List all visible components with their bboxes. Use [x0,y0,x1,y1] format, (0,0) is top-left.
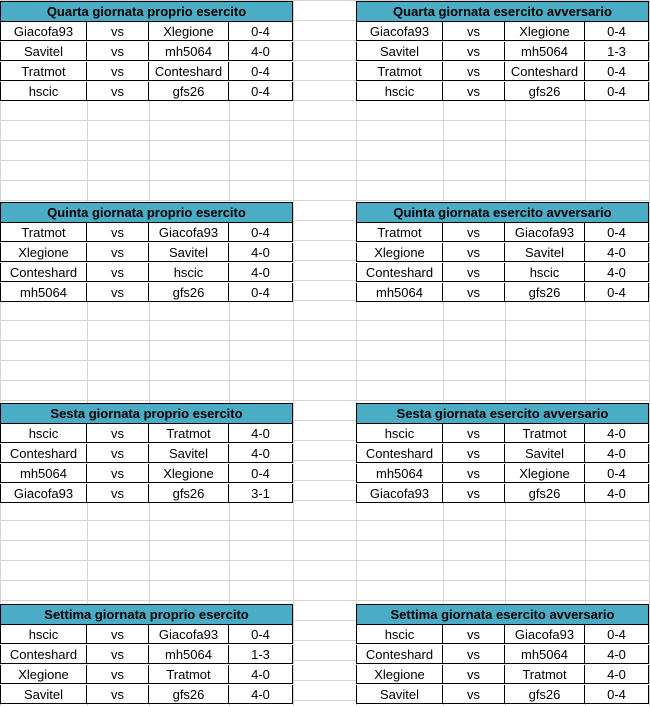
cell-score[interactable]: 4-0 [229,665,293,684]
cell-versus-label[interactable]: vs [87,82,149,101]
cell-score[interactable]: 4-0 [585,484,649,503]
cell-score[interactable]: 0-4 [229,283,293,302]
cell-team-home[interactable]: Tratmot [0,62,87,81]
cell-versus-label[interactable]: vs [87,22,149,41]
cell-versus-label[interactable]: vs [87,42,149,61]
cell-score[interactable]: 0-4 [229,22,293,41]
table-title[interactable]: Sesta giornata proprio esercito [0,403,293,424]
cell-score[interactable]: 0-4 [585,223,649,242]
gridline-horizontal [0,160,650,161]
gridline-horizontal [0,380,650,381]
table-row [356,243,649,263]
cell-team-away[interactable]: gfs26 [505,283,585,302]
cell-team-home[interactable]: Giacofa93 [356,22,443,41]
cell-score[interactable]: 0-4 [585,22,649,41]
cell-team-away[interactable]: mh5064 [505,42,585,61]
cell-versus-label[interactable]: vs [443,62,505,81]
cell-versus-label[interactable]: vs [443,223,505,242]
cell-team-away[interactable]: Savitel [149,243,229,262]
cell-score[interactable]: 0-4 [585,283,649,302]
table-row [0,263,293,283]
cell-versus-label[interactable]: vs [87,223,149,242]
cell-team-away[interactable]: mh5064 [505,645,585,664]
cell-versus-label[interactable]: vs [87,464,149,483]
cell-versus-label[interactable]: vs [443,82,505,101]
cell-score[interactable]: 0-4 [229,223,293,242]
cell-team-away[interactable]: mh5064 [149,645,229,664]
cell-team-home[interactable]: Giacofa93 [0,484,87,503]
table-row [0,283,293,303]
table-row [356,283,649,303]
table-row [356,685,649,705]
cell-versus-label[interactable]: vs [443,484,505,503]
cell-versus-label[interactable]: vs [87,444,149,463]
cell-team-home[interactable]: mh5064 [356,464,443,483]
cell-score[interactable]: 1-3 [229,645,293,664]
table-row [356,444,649,464]
cell-team-away[interactable]: Giacofa93 [149,625,229,644]
cell-team-home[interactable]: hscic [356,424,443,443]
cell-team-home[interactable]: Tratmot [356,223,443,242]
table-row [0,464,293,484]
cell-score[interactable]: 4-0 [229,444,293,463]
cell-team-away[interactable]: Savitel [505,444,585,463]
cell-versus-label[interactable]: vs [443,22,505,41]
cell-versus-label[interactable]: vs [87,263,149,282]
table-row [0,424,293,444]
cell-team-home[interactable]: Giacofa93 [356,484,443,503]
table-title[interactable]: Quarta giornata proprio esercito [0,1,293,22]
cell-team-home[interactable]: hscic [0,424,87,443]
cell-team-away[interactable]: Savitel [505,243,585,262]
cell-team-home[interactable]: Xlegione [356,243,443,262]
cell-score[interactable]: 1-3 [585,42,649,61]
cell-team-away[interactable]: Tratmot [149,665,229,684]
cell-team-home[interactable]: Xlegione [0,665,87,684]
cell-team-home[interactable]: Conteshard [0,645,87,664]
cell-versus-label[interactable]: vs [443,283,505,302]
cell-score[interactable]: 3-1 [229,484,293,503]
table-row [0,82,293,102]
cell-score[interactable]: 0-4 [229,625,293,644]
cell-versus-label[interactable]: vs [87,645,149,664]
cell-score[interactable]: 4-0 [229,424,293,443]
cell-team-away[interactable]: Giacofa93 [505,625,585,644]
cell-team-away[interactable]: gfs26 [149,82,229,101]
cell-team-away[interactable]: gfs26 [149,685,229,704]
cell-team-home[interactable]: hscic [0,625,87,644]
cell-score[interactable]: 4-0 [585,243,649,262]
gridline-horizontal [0,400,650,401]
cell-team-home[interactable]: Savitel [0,42,87,61]
cell-team-home[interactable]: Savitel [0,685,87,704]
cell-score[interactable]: 0-4 [585,82,649,101]
table-row [0,22,293,42]
table-row [0,665,293,685]
cell-team-away[interactable]: Savitel [149,444,229,463]
table-row [356,82,649,102]
cell-team-away[interactable]: gfs26 [505,82,585,101]
cell-team-away[interactable]: hscic [505,263,585,282]
cell-versus-label[interactable]: vs [443,625,505,644]
table-row [356,484,649,504]
cell-team-away[interactable]: Xlegione [149,22,229,41]
cell-versus-label[interactable]: vs [443,645,505,664]
cell-versus-label[interactable]: vs [87,665,149,684]
cell-versus-label[interactable]: vs [87,424,149,443]
cell-score[interactable]: 4-0 [585,263,649,282]
gridline-horizontal [0,320,650,321]
cell-score[interactable]: 4-0 [585,424,649,443]
cell-versus-label[interactable]: vs [443,665,505,684]
cell-team-away[interactable]: Conteshard [505,62,585,81]
table-row [356,645,649,665]
cell-team-home[interactable]: Giacofa93 [0,22,87,41]
table-row [0,223,293,243]
gridline-horizontal [0,360,650,361]
cell-team-away[interactable]: Giacofa93 [149,223,229,242]
table-row [0,625,293,645]
table-title[interactable]: Settima giornata esercito avversario [356,604,649,625]
gridline-horizontal [0,540,650,541]
cell-score[interactable]: 4-0 [585,645,649,664]
cell-team-home[interactable]: Tratmot [0,223,87,242]
cell-versus-label[interactable]: vs [443,42,505,61]
gridline-horizontal [0,600,650,601]
gridline-horizontal [0,520,650,521]
gridline-horizontal [0,560,650,561]
cell-team-home[interactable]: mh5064 [0,283,87,302]
table-title[interactable]: Quinta giornata esercito avversario [356,202,649,223]
cell-team-away[interactable]: Xlegione [505,22,585,41]
cell-team-home[interactable]: hscic [356,82,443,101]
cell-score[interactable]: 0-4 [229,62,293,81]
cell-team-home[interactable]: Conteshard [356,645,443,664]
cell-team-home[interactable]: Conteshard [0,444,87,463]
table-row [0,62,293,82]
cell-team-away[interactable]: mh5064 [149,42,229,61]
cell-team-away[interactable]: gfs26 [505,685,585,704]
cell-versus-label[interactable]: vs [443,464,505,483]
cell-team-home[interactable]: hscic [356,625,443,644]
cell-team-away[interactable]: Conteshard [149,62,229,81]
cell-team-home[interactable]: Savitel [356,685,443,704]
cell-team-home[interactable]: hscic [0,82,87,101]
table-row [0,444,293,464]
table-row [356,665,649,685]
cell-team-away[interactable]: Xlegione [149,464,229,483]
cell-versus-label[interactable]: vs [443,444,505,463]
cell-team-away[interactable]: Tratmot [149,424,229,443]
gridline-horizontal [0,200,650,201]
cell-team-home[interactable]: mh5064 [356,283,443,302]
table-row [356,22,649,42]
cell-versus-label[interactable]: vs [87,484,149,503]
gridline-horizontal [0,340,650,341]
cell-versus-label[interactable]: vs [87,283,149,302]
cell-team-home[interactable]: mh5064 [0,464,87,483]
cell-team-home[interactable]: Xlegione [0,243,87,262]
cell-score[interactable]: 0-4 [585,464,649,483]
cell-versus-label[interactable]: vs [87,243,149,262]
cell-team-away[interactable]: Xlegione [505,464,585,483]
cell-versus-label[interactable]: vs [443,243,505,262]
gridline-horizontal [0,180,650,181]
cell-team-away[interactable]: Giacofa93 [505,223,585,242]
table-row [356,223,649,243]
cell-versus-label[interactable]: vs [87,625,149,644]
table-row [0,484,293,504]
table-row [356,424,649,444]
cell-team-away[interactable]: Tratmot [505,424,585,443]
table-row [356,62,649,82]
cell-team-home[interactable]: Tratmot [356,62,443,81]
table-row [356,42,649,62]
cell-versus-label[interactable]: vs [87,62,149,81]
cell-versus-label[interactable]: vs [443,263,505,282]
cell-score[interactable]: 0-4 [229,464,293,483]
table-row [0,42,293,62]
cell-team-away[interactable]: hscic [149,263,229,282]
table-title[interactable]: Quinta giornata proprio esercito [0,202,293,223]
cell-team-home[interactable]: Conteshard [356,263,443,282]
cell-versus-label[interactable]: vs [87,685,149,704]
cell-score[interactable]: 0-4 [585,685,649,704]
cell-team-away[interactable]: gfs26 [149,283,229,302]
cell-team-home[interactable]: Conteshard [356,444,443,463]
cell-score[interactable]: 4-0 [229,263,293,282]
table-title[interactable]: Quarta giornata esercito avversario [356,1,649,22]
cell-score[interactable]: 4-0 [229,42,293,61]
cell-score[interactable]: 4-0 [229,685,293,704]
cell-team-home[interactable]: Xlegione [356,665,443,684]
cell-score[interactable]: 4-0 [585,665,649,684]
cell-team-home[interactable]: Conteshard [0,263,87,282]
cell-team-away[interactable]: gfs26 [505,484,585,503]
gridline-horizontal [0,140,650,141]
table-title[interactable]: Settima giornata proprio esercito [0,604,293,625]
gridline-horizontal [0,580,650,581]
cell-team-home[interactable]: Savitel [356,42,443,61]
cell-team-away[interactable]: Tratmot [505,665,585,684]
cell-versus-label[interactable]: vs [443,685,505,704]
cell-score[interactable]: 0-4 [229,82,293,101]
cell-score[interactable]: 0-4 [585,62,649,81]
table-row [356,263,649,283]
table-row [0,645,293,665]
cell-team-away[interactable]: gfs26 [149,484,229,503]
table-title[interactable]: Sesta giornata esercito avversario [356,403,649,424]
table-row [356,464,649,484]
gridline-horizontal [0,120,650,121]
cell-score[interactable]: 0-4 [585,625,649,644]
cell-versus-label[interactable]: vs [443,424,505,443]
cell-score[interactable]: 4-0 [229,243,293,262]
table-row [356,625,649,645]
table-row [0,685,293,705]
cell-score[interactable]: 4-0 [585,444,649,463]
table-row [0,243,293,263]
